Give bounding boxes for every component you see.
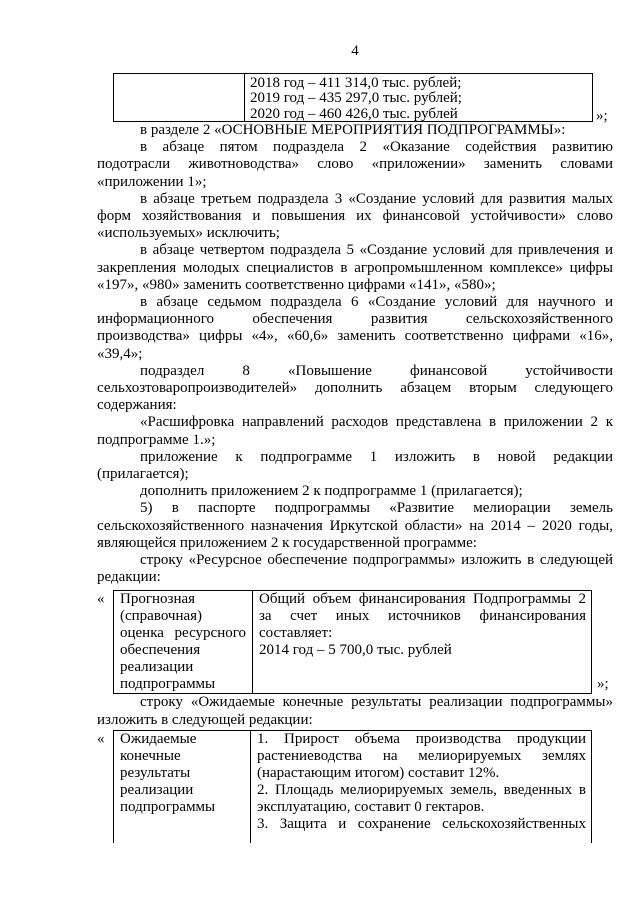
- cell-line: 1. Прирост объема производства продукции: [257, 731, 586, 747]
- paragraph-line: «используемых» исключить;: [97, 225, 280, 242]
- paragraph-line: редакции:: [97, 569, 161, 586]
- resource-row-instruction: [97, 552, 613, 586]
- paragraph-line: подпрограмме 1.»;: [97, 431, 216, 448]
- budget-table-fragment: [113, 73, 593, 122]
- paragraph-line: в абзаце третьем подраздела 3 «Создание условий для развития малых: [140, 190, 613, 207]
- cell-line: реализации: [120, 659, 194, 675]
- paragraph-line: (прилагается);: [97, 466, 189, 483]
- amendment-add-appendix-2: [97, 483, 613, 500]
- budget-line-2019: 2019 год – 435 297,0 тыс. рублей;: [250, 90, 462, 107]
- cell-line: за счет иных источников финансирования: [259, 608, 586, 624]
- amendment-subsection-2: [97, 139, 613, 191]
- resource-row-label-cell: [114, 591, 253, 693]
- cell-line: 2. Площадь мелиорируемых земель, введенных в: [257, 782, 586, 799]
- amendments-text: [97, 122, 613, 586]
- cell-line: конечные: [120, 748, 181, 765]
- paragraph-line: строку «Ожидаемые конечные результаты реализации подпрограммы»: [140, 694, 613, 711]
- inserted-paragraph-quote: [97, 414, 613, 448]
- amendment-section-2: [97, 122, 613, 139]
- results-row-label-cell: [114, 731, 251, 843]
- results-row-open-quote: «: [97, 731, 105, 747]
- paragraph-line: изложить в следующей редакции:: [97, 711, 313, 728]
- expected-results-row: [113, 730, 592, 843]
- page-number: 4: [351, 43, 359, 59]
- budget-line-2018: 2018 год – 411 314,0 тыс. рублей;: [250, 75, 462, 91]
- cell-line: подпрограммы: [120, 676, 216, 692]
- paragraph-line: информационного обеспечения развития сельскохозяйственного: [97, 311, 613, 328]
- paragraph-line: в абзаце седьмом подраздела 6 «Создание условий для научного и: [140, 294, 613, 311]
- resource-row-value-cell: [253, 591, 591, 693]
- cell-line: обеспечения: [120, 642, 201, 658]
- paragraph-line: содержания:: [97, 397, 177, 414]
- amendment-subsection-3: [97, 191, 613, 243]
- cell-line: Ожидаемые: [120, 731, 197, 747]
- paragraph-line: подотрасли животноводства» слово «приложении» заменить словами: [97, 156, 613, 173]
- cell-line: оценка ресурсного: [120, 625, 246, 641]
- paragraph-line: закрепления молодых специалистов в агропромышленном комплексе» цифры: [97, 259, 613, 276]
- paragraph-line: «197», «980» заменить соответственно цифрами «141», «580»;: [97, 276, 496, 293]
- results-row-value-cell: [251, 731, 591, 843]
- amendment-subsection-6: [97, 294, 613, 363]
- paragraph-line: «Расшифровка направлений расходов представлена в приложении 2 к: [140, 414, 613, 431]
- paragraph-line: в разделе 2 «ОСНОВНЫЕ МЕРОПРИЯТИЯ ПОДПРОГРАММЫ»:: [140, 122, 566, 138]
- paragraph-line: 5) в паспорте подпрограммы «Развитие мелиорации земель: [140, 500, 613, 517]
- cell-line: (справочная): [120, 608, 203, 624]
- paragraph-line: «приложении 1»;: [97, 173, 207, 190]
- resource-row-open-quote: «: [97, 591, 105, 607]
- budget-table-label-cell: [114, 74, 245, 121]
- resource-row-close-quote: »;: [597, 676, 609, 692]
- paragraph-line: приложение к подпрограмме 1 изложить в новой редакции: [140, 448, 613, 465]
- cell-line: Общий объем финансирования Подпрограммы 2: [259, 591, 586, 607]
- cell-line: Прогнозная: [120, 591, 196, 607]
- cell-line: растениеводства на мелиорируемых землях: [257, 748, 586, 765]
- budget-table-close-quote: »;: [596, 108, 608, 124]
- cell-line: реализации: [120, 782, 194, 799]
- paragraph-line: являющейся приложением 2 к государственной программе:: [97, 534, 477, 551]
- cell-line: (нарастающим итогом) составит 12%.: [257, 765, 500, 782]
- paragraph-line: «39,4»;: [97, 345, 143, 362]
- paragraph-line: форм хозяйствования и повышения их финансовой устойчивости» слово: [97, 208, 613, 225]
- budget-line-2020: 2020 год – 460 426,0 тыс. рублей: [250, 105, 458, 122]
- resource-provision-row: [113, 590, 592, 694]
- paragraph-line: подраздел 8 «Повышение финансовой устойчивости: [140, 362, 613, 379]
- amendment-subsection-8: [97, 363, 613, 415]
- amendment-subsection-5: [97, 242, 613, 294]
- paragraph-line: строку «Ресурсное обеспечение подпрограммы» изложить в следующей: [140, 552, 613, 569]
- cell-line: результаты: [120, 765, 191, 782]
- cell-line: 2014 год – 5 700,0 тыс. рублей: [259, 642, 452, 658]
- cell-line: эксплуатацию, составит 0 гектаров.: [257, 799, 485, 816]
- paragraph-line: в абзаце пятом подраздела 2 «Оказание содействия развитию: [140, 139, 613, 156]
- cell-line: составляет:: [259, 625, 333, 641]
- paragraph-line: производства» цифры «4», «60,6» заменить соответственно цифрами «16»,: [97, 328, 613, 345]
- paragraph-line: сельхозтоваропроизводителей» дополнить абзацем вторым следующего: [97, 380, 613, 397]
- cell-line: подпрограммы: [120, 799, 216, 816]
- results-row-instruction: [97, 694, 613, 728]
- paragraph-line: дополнить приложением 2 к подпрограмме 1 (прилагается);: [140, 483, 523, 500]
- paragraph-line: сельскохозяйственного назначения Иркутской области» на 2014 – 2020 годы,: [97, 517, 613, 534]
- amendment-appendix-new-edition: [97, 449, 613, 483]
- budget-table-values-cell: [245, 74, 592, 121]
- amendment-melioration-passport: [97, 500, 613, 552]
- paragraph-line: в абзаце четвертом подраздела 5 «Создание условий для привлечения и: [140, 242, 613, 259]
- cell-line: 3. Защита и сохранение сельскохозяйственных: [257, 816, 586, 833]
